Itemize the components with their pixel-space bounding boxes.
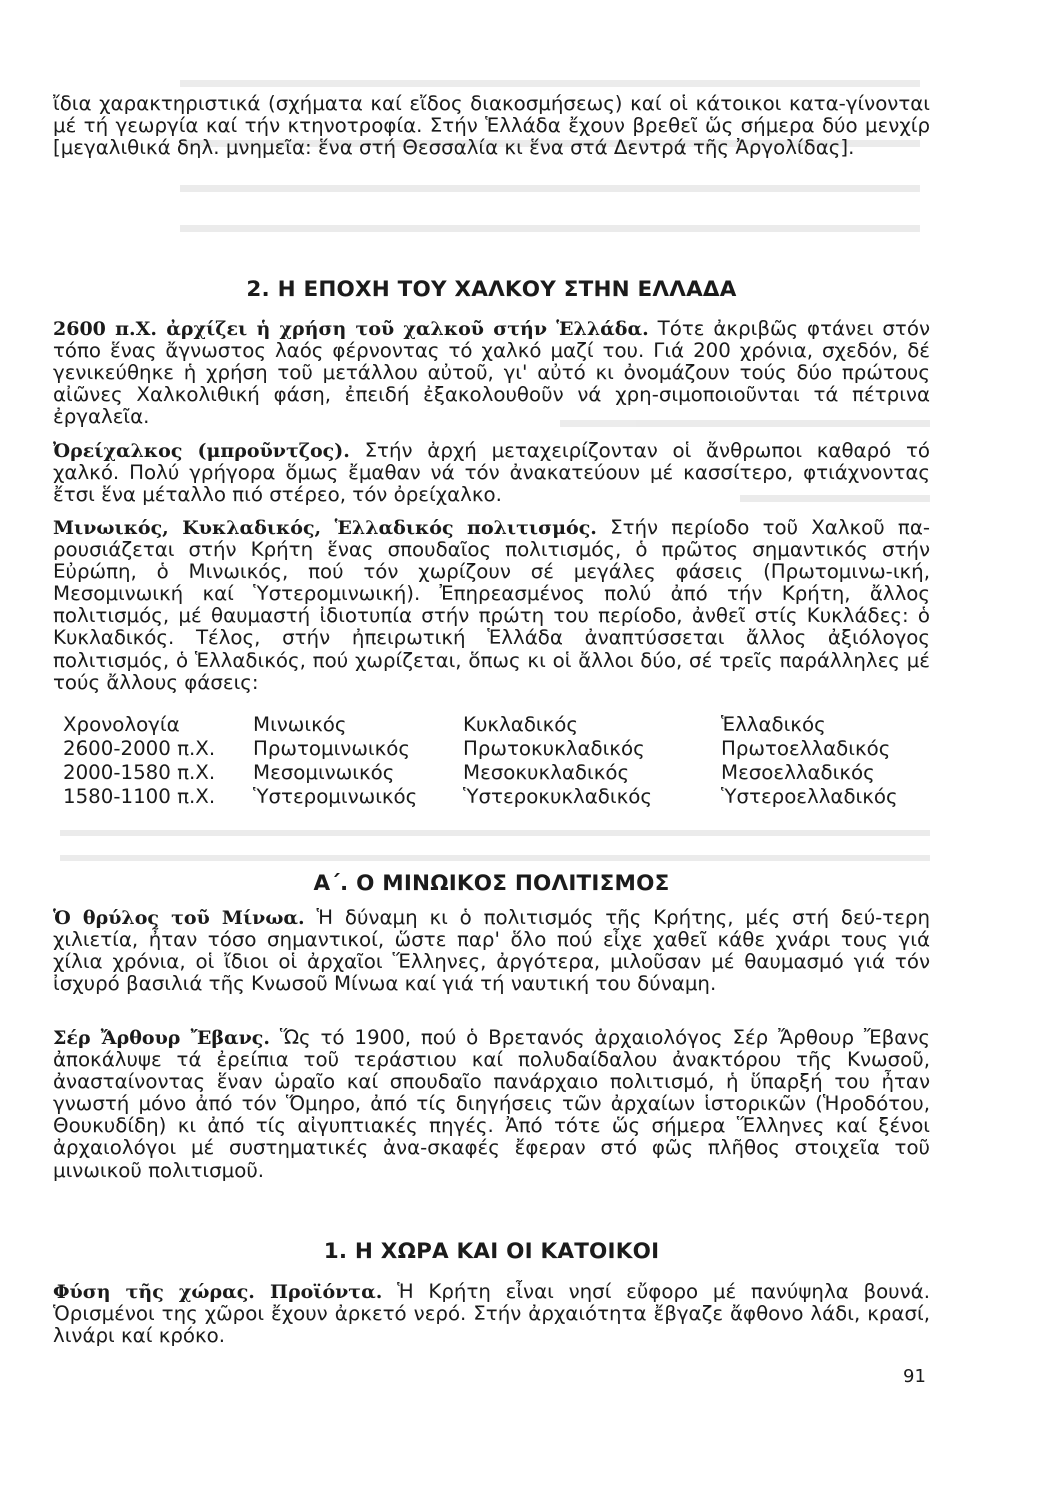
table-header-row: [53, 713, 930, 737]
text-minos-legend: Ἡ δύναμη κι ὁ πολιτισμός τῆς Κρήτης, μές στή δεύ-τερη χιλιετία, ἦταν τόσο σημαντικοί, ὥστε παρ' ὅλο πού εἶχε χαθεῖ κάθε χνάρι τους γιά χίλια χρόνια, οἱ ἴδιοι οἱ ἀρχαῖοι Ἕλληνες, ἀργότερα, μιλοῦσαν μέ θαυμασμό γιά τόν ἰσχυρό βασιλιά τῆς Κνωσοῦ Μίνωα καί γιά τή ναυτική του δύναμη.: [53, 906, 930, 996]
table-cell: Πρωτοελλαδικός: [721, 737, 891, 760]
paragraph-orichalcum: [53, 440, 930, 506]
page-number: 91: [903, 1366, 926, 1387]
section-heading-bronze-age: 2. Η ΕΠΟΧΗ ΤΟΥ ΧΑΛΚΟΥ ΣΤΗΝ ΕΛΛΑΔΑ: [246, 277, 737, 302]
table-cell: Ὑστερομινωικός: [253, 785, 418, 808]
lead-evans: Σέρ Ἄρθουρ Ἔβανς.: [53, 1027, 270, 1049]
paragraph-land-products: [53, 1281, 930, 1347]
table-cell: Μεσοελλαδικός: [721, 761, 875, 784]
table-cell: 2600-2000 π.Χ.: [63, 737, 216, 760]
table-cell: 1580-1100 π.Χ.: [63, 785, 216, 808]
table-cell: Πρωτοκυκλαδικός: [463, 737, 645, 760]
table-cell: Πρωτομινωικός: [253, 737, 410, 760]
lead-land-products: Φύση τῆς χώρας. Προϊόντα.: [53, 1281, 383, 1303]
text-bronze-use: Τότε ἀκριβῶς φτάνει στόν τόπο ἕνας ἄγνωστος λαός φέρνοντας τό χαλκό μαζί του. Γιά 200 χρόνια, σχεδόν, δέ γενικεύθηκε ἡ χρήση τοῦ μετάλλου αὐτοῦ, γι' αὐτό κι ὀνομάζουν τούς δύο πρώτους αἰῶνες Χαλκολιθική φάση, ἐπειδή ἐξακολουθοῦν νά χρη-σιμοποιοῦνται τά πέτρινα ἐργαλεῖα.: [53, 317, 930, 429]
text-civilizations: Στήν περίοδο τοῦ Χαλκοῦ πα-ρουσιάζεται στήν Κρήτη ἕνας σπουδαῖος πολιτισμός, ὁ πρῶτος σημαντικός στήν Εὐρώπη, ὁ Μινωικός, πού τόν χωρίζουν σέ μεγάλες φάσεις (Πρωτομινω-ική, Μεσομινωική καί Ὑστερομινωική). Ἐπηρεασμένος πολύ ἀπό τήν Κρήτη, ἄλλος πολιτισμός, μέ θαυμαστή ἰδιοτυπία στήν πρώτη του περίοδο, ἀνθεῖ στίς Κυκλάδες: ὁ Κυκλαδικός. Τέλος, στήν ἠπειρωτική Ἑλλάδα ἀναπτύσσεται ἄλλος ἀξιόλογος πολιτισμός, ὁ Ἑλλαδικός, πού χωρίζεται, ὅπως κι οἱ ἄλλοι δύο, σέ τρεῖς παράλληλες μέ τούς ἄλλους φάσεις:: [53, 516, 930, 694]
section-heading-minoan: Α΄. Ο ΜΙΝΩΙΚΟΣ ΠΟΛΙΤΙΣΜΟΣ: [313, 871, 670, 896]
lead-bronze-use: 2600 π.Χ. ἀρχίζει ἡ χρήση τοῦ χαλκοῦ στήν Ἑλλάδα.: [53, 318, 649, 340]
table-header-cell: Χρονολογία: [63, 713, 180, 736]
intro-paragraph: ἴδια χαρακτηριστικά (σχήματα καί εἴδος διακοσμήσεως) καί οἱ κάτοικοι κατα-γίνονται μέ τή γεωργία καί τήν κτηνοτροφία. Στήν Ἑλλάδα ἔχουν βρεθεῖ ὥς σήμερα δύο μενχίρ [μεγαλιθικά δηλ. μνημεῖα: ἕνα στή Θεσσαλία κι ἕνα στά Δεντρά τῆς Ἀργολίδας].: [53, 92, 930, 160]
table-cell: Ὑστεροκυκλαδικός: [463, 785, 652, 808]
table-cell: Μεσοκυκλαδικός: [463, 761, 630, 784]
table-row: [53, 737, 930, 761]
table-cell: 2000-1580 π.Χ.: [63, 761, 216, 784]
table-row: [53, 785, 930, 809]
table-header-cell: Ἑλλαδικός: [721, 713, 826, 736]
table-header-cell: Κυκλαδικός: [463, 713, 578, 736]
lead-orichalcum: Ὀρείχαλκος (μπροῦντζος).: [53, 440, 350, 462]
table-cell: Μεσομινωικός: [253, 761, 395, 784]
section-heading-land: 1. Η ΧΩΡΑ ΚΑΙ ΟΙ ΚΑΤΟΙΚΟΙ: [323, 1239, 660, 1264]
lead-civilizations: Μινωικός, Κυκλαδικός, Ἑλλαδικός πολιτισμός.: [53, 517, 597, 539]
text-land-products: Ἡ Κρήτη εἶναι νησί εὔφορο μέ πανύψηλα βουνά. Ὁρισμένοι της χῶροι ἔχουν ἀρκετό νερό. Στήν ἀρχαιότητα ἔβγαζε ἄφθονο λάδι, κρασί, λινάρι καί κρόκο.: [53, 1280, 931, 1348]
text-orichalcum: Στήν ἀρχή μεταχειρίζονταν οἱ ἄνθρωποι καθαρό τό χαλκό. Πολύ γρήγορα ὅμως ἔμαθαν νά τόν ἀνακατεύουν μέ κασσίτερο, φτιάχνοντας ἔτσι ἕνα μέταλλο πιό στέρεο, τόν ὀρείχαλκο.: [53, 439, 930, 507]
table-header-cell: Μινωικός: [253, 713, 347, 736]
table-row: [53, 761, 930, 785]
lead-minos-legend: Ὁ θρύλος τοῦ Μίνωα.: [53, 907, 305, 929]
table-cell: Ὑστεροελλαδικός: [721, 785, 898, 808]
paragraph-minos-legend: [53, 907, 930, 995]
text-evans: Ὥς τό 1900, πού ὁ Βρετανός ἀρχαιολόγος Σέρ Ἄρθουρ Ἔβανς ἀποκάλυψε τά ἐρείπια τοῦ τεράστιου καί πολυδαίδαλου ἀνακτόρου τῆς Κνωσοῦ, ἀνασταίνοντας ἕναν ὡραῖο καί σπουδαῖο πανάρχαιο πολιτισμό, ἡ ὕπαρξή του ἦταν γνωστή μόνο ἀπό τόν Ὅμηρο, ἀπό τίς διηγήσεις τῶν ἀρχαίων ἱστορικῶν (Ἡροδότου, Θουκυδίδη) κι ἀπό τίς αἰγυπτιακές πηγές. Ἀπό τότε ὥς σήμερα Ἕλληνες καί ξένοι ἀρχαιολόγοι μέ συστηματικές ἀνα-σκαφές ἔφεραν στό φῶς πλῆθος στοιχεῖα τοῦ μινωικοῦ πολιτισμοῦ.: [53, 1026, 930, 1182]
paragraph-evans: [53, 1027, 930, 1182]
paragraph-civilizations: [53, 517, 930, 694]
paragraph-bronze-use: [53, 318, 930, 428]
